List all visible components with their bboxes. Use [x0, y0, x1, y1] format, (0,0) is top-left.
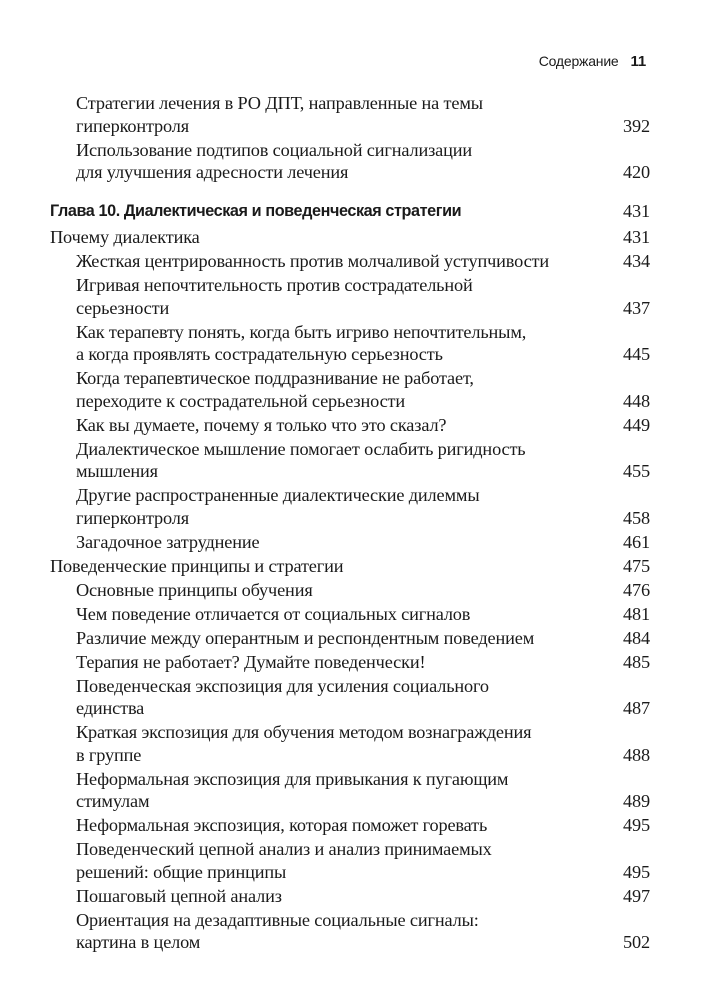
toc-entry-title: Краткая экспозиция для обучения методом вознаграждения в группе	[76, 722, 532, 765]
toc-entry-page: 489	[623, 791, 650, 811]
toc-entry	[50, 484, 650, 529]
toc-entry	[50, 367, 650, 412]
toc-entry-page: 502	[623, 932, 650, 952]
toc-entry-title: Чем поведение отличается от социальных сигналов	[76, 603, 471, 624]
toc-entry	[50, 814, 650, 837]
toc-entry	[50, 531, 650, 554]
toc-entry-title: Поведенческий цепной анализ и анализ принимаемых решений: общие принципы	[76, 839, 492, 882]
toc-entry-title: Терапия не работает? Думайте поведенчески!	[76, 651, 426, 672]
toc-entry-page: 497	[623, 885, 650, 906]
toc-entry-page: 455	[623, 461, 650, 481]
toc-entry-title: Использование подтипов социальной сигнализации для улучшения адресности лечения	[76, 139, 473, 182]
toc-entry-title: Пошаговый цепной анализ	[76, 885, 282, 906]
toc-entry-title: Как вы думаете, почему я только что это сказал?	[76, 414, 447, 435]
toc-entry-page: 495	[623, 815, 650, 835]
toc-entry-page: 484	[623, 627, 650, 648]
toc-entry	[50, 675, 650, 720]
toc-entry	[50, 321, 650, 366]
toc-entry-page: 431	[623, 227, 650, 247]
toc-entry-title: Неформальная экспозиция, которая поможет горевать	[76, 815, 488, 835]
toc-entry-title: Стратегии лечения в РО ДПТ, направленные на темы гиперконтроля	[76, 93, 483, 136]
toc-entry	[50, 651, 650, 674]
toc-entry-title: Основные принципы обучения	[76, 579, 313, 600]
toc-entry-page: 476	[623, 579, 650, 600]
toc-entry	[50, 92, 650, 137]
toc-chapter-entry	[50, 200, 650, 223]
toc-entry	[50, 838, 650, 883]
toc-chapter-title: Глава 10. Диалектическая и поведенческая стратегии	[50, 201, 462, 220]
toc-entry-page: 437	[623, 297, 650, 318]
toc-entry-page: 431	[623, 200, 650, 221]
table-of-contents	[50, 92, 650, 955]
toc-entry-page: 487	[623, 698, 650, 718]
toc-entry-title: Различие между оперантным и респондентным поведением	[76, 627, 535, 648]
toc-entry-title: Жесткая центрированность против молчаливой уступчивости	[76, 251, 550, 271]
toc-entry-title: Другие распространенные диалектические дилеммы гиперконтроля	[76, 485, 480, 528]
toc-entry	[50, 579, 650, 602]
toc-entry	[50, 768, 650, 813]
toc-entry-title: Как терапевту понять, когда быть игриво непочтительным, а когда проявлять сострадательную серьезность	[76, 321, 527, 364]
toc-entry	[50, 627, 650, 650]
toc-entry-title: Загадочное затруднение	[76, 531, 260, 552]
toc-entry-page: 481	[623, 603, 650, 624]
toc-entry-page: 488	[623, 744, 650, 765]
toc-section-entry	[50, 226, 650, 249]
toc-entry-page: 420	[623, 162, 650, 182]
toc-entry-title: Диалектическое мышление помогает ослабить ригидность мышления	[76, 438, 526, 481]
toc-entry-page: 449	[623, 414, 650, 435]
toc-entry	[50, 139, 650, 184]
toc-entry-page: 392	[623, 115, 650, 136]
toc-entry	[50, 909, 650, 954]
toc-entry-title: Поведенческая экспозиция для усиления социального единства	[76, 675, 489, 718]
toc-section-entry	[50, 555, 650, 578]
running-head	[539, 53, 646, 70]
toc-entry-page: 461	[623, 531, 650, 552]
toc-entry	[50, 885, 650, 908]
toc-section-title: Почему диалектика	[50, 227, 200, 247]
toc-entry	[50, 274, 650, 319]
toc-entry-page: 475	[623, 555, 650, 576]
toc-section-title: Поведенческие принципы и стратегии	[50, 555, 344, 576]
toc-entry-page: 458	[623, 507, 650, 528]
toc-entry-title: Неформальная экспозиция для привыкания к пугающим стимулам	[76, 768, 509, 811]
toc-entry-page: 485	[623, 651, 650, 672]
page-number: 11	[630, 53, 646, 70]
running-head-title: Содержание	[538, 53, 619, 69]
toc-entry-title: Ориентация на дезадаптивные социальные сигналы: картина в целом	[76, 909, 479, 952]
toc-entry-page: 445	[623, 344, 650, 364]
toc-entry-page: 495	[623, 861, 650, 882]
toc-entry	[50, 721, 650, 766]
toc-entry	[50, 603, 650, 626]
toc-entry-title: Когда терапевтическое поддразнивание не работает, переходите к сострадательной серьезности	[76, 368, 474, 411]
toc-entry	[50, 250, 650, 273]
toc-entry-page: 434	[623, 251, 650, 271]
toc-entry	[50, 438, 650, 483]
toc-entry-title: Игривая непочтительность против сострадательной серьезности	[76, 275, 473, 318]
toc-entry-page: 448	[623, 390, 650, 411]
toc-entry	[50, 414, 650, 437]
